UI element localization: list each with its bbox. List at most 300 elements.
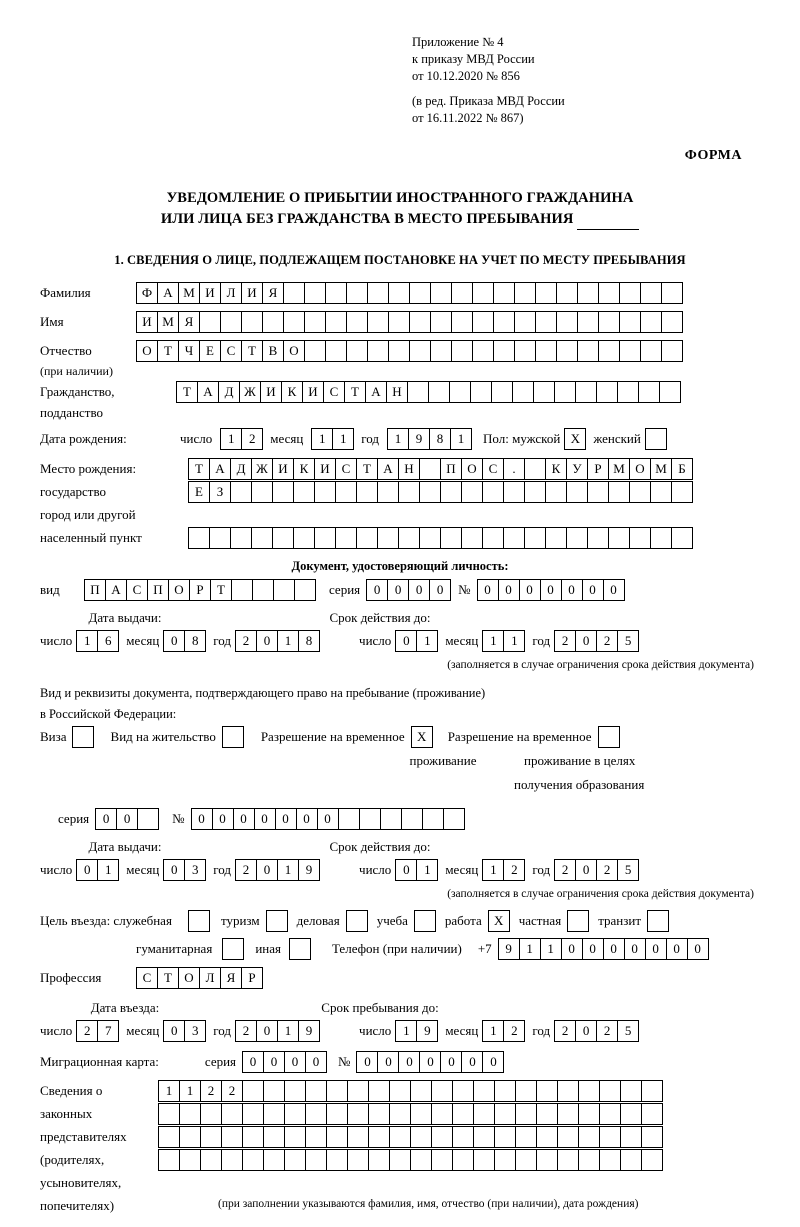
char-cell[interactable]: [449, 381, 471, 403]
char-cell[interactable]: [431, 1126, 453, 1148]
char-cell[interactable]: О: [168, 579, 190, 601]
char-cell[interactable]: [536, 1103, 558, 1125]
char-cell[interactable]: [409, 311, 431, 333]
char-cell[interactable]: .: [503, 458, 525, 480]
char-cell[interactable]: [283, 282, 305, 304]
char-cell[interactable]: 0: [366, 579, 388, 601]
char-cell[interactable]: [536, 1126, 558, 1148]
char-cell[interactable]: [430, 340, 452, 362]
char-cell[interactable]: [472, 311, 494, 333]
char-cell[interactable]: [620, 1126, 642, 1148]
field-doc-kind[interactable]: [84, 579, 315, 601]
char-cell[interactable]: М: [157, 311, 179, 333]
char-cell[interactable]: 0: [233, 808, 255, 830]
char-cell[interactable]: [326, 1149, 348, 1171]
char-cell[interactable]: [598, 311, 620, 333]
char-cell[interactable]: [389, 1080, 411, 1102]
char-cell[interactable]: [536, 1149, 558, 1171]
char-cell[interactable]: И: [272, 458, 294, 480]
char-cell[interactable]: [641, 1103, 663, 1125]
char-cell[interactable]: О: [136, 340, 158, 362]
checkbox-transit[interactable]: [647, 910, 668, 932]
char-cell[interactable]: 0: [387, 579, 409, 601]
char-cell[interactable]: 1: [503, 630, 525, 652]
char-cell[interactable]: [524, 481, 546, 503]
char-cell[interactable]: [179, 1149, 201, 1171]
char-cell[interactable]: [535, 311, 557, 333]
char-cell[interactable]: [619, 282, 641, 304]
char-cell[interactable]: 2: [235, 1020, 257, 1042]
char-cell[interactable]: [451, 340, 473, 362]
char-cell[interactable]: 0: [408, 579, 430, 601]
char-cell[interactable]: [398, 481, 420, 503]
checkbox-female[interactable]: [645, 428, 666, 450]
checkbox-private[interactable]: [567, 910, 588, 932]
char-cell[interactable]: [451, 282, 473, 304]
char-cell[interactable]: Л: [220, 282, 242, 304]
char-cell[interactable]: [620, 1149, 642, 1171]
char-cell[interactable]: [367, 340, 389, 362]
char-cell[interactable]: [262, 311, 284, 333]
char-cell[interactable]: П: [440, 458, 462, 480]
char-cell[interactable]: [179, 1126, 201, 1148]
char-cell[interactable]: [596, 381, 618, 403]
char-cell[interactable]: 5: [617, 630, 639, 652]
char-cell[interactable]: 2: [241, 428, 263, 450]
char-cell[interactable]: [293, 527, 315, 549]
char-cell[interactable]: [347, 1103, 369, 1125]
char-cell[interactable]: [294, 579, 316, 601]
char-cell[interactable]: 5: [617, 859, 639, 881]
char-cell[interactable]: [661, 340, 683, 362]
char-cell[interactable]: С: [323, 381, 345, 403]
char-cell[interactable]: 1: [311, 428, 333, 450]
char-cell[interactable]: [410, 1103, 432, 1125]
char-cell[interactable]: 0: [95, 808, 117, 830]
checkbox-edu-residence[interactable]: [598, 726, 619, 748]
char-cell[interactable]: Т: [176, 381, 198, 403]
char-cell[interactable]: [556, 340, 578, 362]
field-birth-settlement[interactable]: [188, 527, 692, 549]
char-cell[interactable]: [461, 481, 483, 503]
char-cell[interactable]: [272, 481, 294, 503]
char-cell[interactable]: [472, 282, 494, 304]
char-cell[interactable]: 9: [498, 938, 520, 960]
field-birth-state[interactable]: [188, 458, 692, 480]
field-citizenship[interactable]: [176, 381, 680, 403]
char-cell[interactable]: [305, 1126, 327, 1148]
char-cell[interactable]: 0: [561, 579, 583, 601]
char-cell[interactable]: [263, 1103, 285, 1125]
char-cell[interactable]: [377, 481, 399, 503]
char-cell[interactable]: 0: [498, 579, 520, 601]
field-legal-rep-2[interactable]: [158, 1103, 662, 1125]
char-cell[interactable]: [575, 381, 597, 403]
char-cell[interactable]: Д: [230, 458, 252, 480]
char-cell[interactable]: [515, 1080, 537, 1102]
char-cell[interactable]: 0: [212, 808, 234, 830]
char-cell[interactable]: [325, 340, 347, 362]
field-patronymic[interactable]: [136, 340, 682, 362]
char-cell[interactable]: [566, 481, 588, 503]
char-cell[interactable]: 0: [666, 938, 688, 960]
char-cell[interactable]: И: [260, 381, 282, 403]
char-cell[interactable]: [368, 1149, 390, 1171]
char-cell[interactable]: Ж: [239, 381, 261, 403]
char-cell[interactable]: [284, 1126, 306, 1148]
char-cell[interactable]: [263, 1126, 285, 1148]
field-stay-issue-month[interactable]: [163, 859, 205, 881]
char-cell[interactable]: 1: [76, 630, 98, 652]
char-cell[interactable]: [598, 282, 620, 304]
char-cell[interactable]: [641, 1126, 663, 1148]
char-cell[interactable]: [407, 381, 429, 403]
char-cell[interactable]: [577, 340, 599, 362]
char-cell[interactable]: [266, 910, 288, 932]
char-cell[interactable]: [557, 1126, 579, 1148]
char-cell[interactable]: Я: [262, 282, 284, 304]
char-cell[interactable]: 2: [554, 630, 576, 652]
char-cell[interactable]: [305, 1103, 327, 1125]
char-cell[interactable]: 1: [277, 630, 299, 652]
char-cell[interactable]: [608, 527, 630, 549]
char-cell[interactable]: [494, 1103, 516, 1125]
field-stay-valid-month[interactable]: [482, 859, 524, 881]
char-cell[interactable]: И: [314, 458, 336, 480]
char-cell[interactable]: Р: [587, 458, 609, 480]
char-cell[interactable]: [158, 1149, 180, 1171]
char-cell[interactable]: С: [335, 458, 357, 480]
char-cell[interactable]: Т: [241, 340, 263, 362]
char-cell[interactable]: 0: [624, 938, 646, 960]
field-valid-year[interactable]: [554, 630, 638, 652]
char-cell[interactable]: [629, 481, 651, 503]
char-cell[interactable]: [346, 282, 368, 304]
char-cell[interactable]: [440, 481, 462, 503]
char-cell[interactable]: 0: [429, 579, 451, 601]
char-cell[interactable]: 0: [575, 630, 597, 652]
char-cell[interactable]: 0: [242, 1051, 264, 1073]
char-cell[interactable]: А: [209, 458, 231, 480]
field-entry-year[interactable]: [235, 1020, 319, 1042]
char-cell[interactable]: [251, 527, 273, 549]
char-cell[interactable]: Т: [344, 381, 366, 403]
char-cell[interactable]: [598, 340, 620, 362]
char-cell[interactable]: X: [564, 428, 586, 450]
char-cell[interactable]: [158, 1103, 180, 1125]
char-cell[interactable]: [137, 808, 159, 830]
field-valid-month[interactable]: [482, 630, 524, 652]
char-cell[interactable]: [524, 527, 546, 549]
char-cell[interactable]: О: [283, 340, 305, 362]
field-name[interactable]: [136, 311, 682, 333]
field-stay-number[interactable]: [191, 808, 464, 830]
field-stay-issue-year[interactable]: [235, 859, 319, 881]
char-cell[interactable]: [209, 527, 231, 549]
char-cell[interactable]: [461, 527, 483, 549]
char-cell[interactable]: [158, 1126, 180, 1148]
char-cell[interactable]: [231, 579, 253, 601]
char-cell[interactable]: [577, 282, 599, 304]
char-cell[interactable]: 0: [477, 579, 499, 601]
field-entry-month[interactable]: [163, 1020, 205, 1042]
char-cell[interactable]: 1: [482, 859, 504, 881]
char-cell[interactable]: [263, 1149, 285, 1171]
char-cell[interactable]: [389, 1149, 411, 1171]
char-cell[interactable]: [325, 311, 347, 333]
char-cell[interactable]: [494, 1149, 516, 1171]
checkbox-male[interactable]: [564, 428, 585, 450]
char-cell[interactable]: А: [197, 381, 219, 403]
char-cell[interactable]: [410, 1149, 432, 1171]
char-cell[interactable]: 1: [387, 428, 409, 450]
char-cell[interactable]: Е: [199, 340, 221, 362]
char-cell[interactable]: [503, 527, 525, 549]
char-cell[interactable]: 2: [235, 630, 257, 652]
char-cell[interactable]: М: [178, 282, 200, 304]
char-cell[interactable]: 0: [317, 808, 339, 830]
char-cell[interactable]: [556, 282, 578, 304]
char-cell[interactable]: 0: [256, 1020, 278, 1042]
char-cell[interactable]: Р: [241, 967, 263, 989]
char-cell[interactable]: 0: [116, 808, 138, 830]
char-cell[interactable]: [524, 458, 546, 480]
char-cell[interactable]: А: [365, 381, 387, 403]
char-cell[interactable]: 0: [603, 579, 625, 601]
char-cell[interactable]: 1: [395, 1020, 417, 1042]
char-cell[interactable]: 0: [398, 1051, 420, 1073]
field-stay-valid-day[interactable]: [395, 859, 437, 881]
char-cell[interactable]: [494, 1126, 516, 1148]
char-cell[interactable]: 0: [76, 859, 98, 881]
char-cell[interactable]: [200, 1149, 222, 1171]
field-birth-month[interactable]: [311, 428, 353, 450]
char-cell[interactable]: [289, 938, 311, 960]
char-cell[interactable]: 1: [179, 1080, 201, 1102]
char-cell[interactable]: 5: [617, 1020, 639, 1042]
char-cell[interactable]: [272, 527, 294, 549]
char-cell[interactable]: А: [377, 458, 399, 480]
char-cell[interactable]: 0: [395, 859, 417, 881]
field-birth-city-1[interactable]: [188, 481, 692, 503]
char-cell[interactable]: [533, 381, 555, 403]
char-cell[interactable]: [230, 527, 252, 549]
char-cell[interactable]: 0: [519, 579, 541, 601]
char-cell[interactable]: [430, 282, 452, 304]
char-cell[interactable]: П: [84, 579, 106, 601]
char-cell[interactable]: [419, 458, 441, 480]
char-cell[interactable]: З: [209, 481, 231, 503]
char-cell[interactable]: [619, 311, 641, 333]
char-cell[interactable]: [638, 381, 660, 403]
char-cell[interactable]: [368, 1126, 390, 1148]
char-cell[interactable]: [512, 381, 534, 403]
char-cell[interactable]: [566, 527, 588, 549]
char-cell[interactable]: [359, 808, 381, 830]
char-cell[interactable]: 1: [277, 1020, 299, 1042]
char-cell[interactable]: 3: [184, 1020, 206, 1042]
char-cell[interactable]: [645, 428, 667, 450]
char-cell[interactable]: 0: [561, 938, 583, 960]
char-cell[interactable]: [640, 282, 662, 304]
char-cell[interactable]: [346, 311, 368, 333]
char-cell[interactable]: [338, 808, 360, 830]
char-cell[interactable]: 1: [277, 859, 299, 881]
field-issue-day[interactable]: [76, 630, 118, 652]
char-cell[interactable]: П: [147, 579, 169, 601]
char-cell[interactable]: [640, 311, 662, 333]
checkbox-humanitarian[interactable]: [222, 938, 243, 960]
char-cell[interactable]: [222, 938, 244, 960]
char-cell[interactable]: Я: [220, 967, 242, 989]
char-cell[interactable]: [554, 381, 576, 403]
char-cell[interactable]: [314, 481, 336, 503]
char-cell[interactable]: [325, 282, 347, 304]
char-cell[interactable]: [650, 527, 672, 549]
char-cell[interactable]: 1: [482, 630, 504, 652]
char-cell[interactable]: С: [136, 967, 158, 989]
char-cell[interactable]: 0: [645, 938, 667, 960]
char-cell[interactable]: [659, 381, 681, 403]
char-cell[interactable]: [503, 481, 525, 503]
char-cell[interactable]: 1: [332, 428, 354, 450]
char-cell[interactable]: 1: [158, 1080, 180, 1102]
char-cell[interactable]: [388, 340, 410, 362]
char-cell[interactable]: [629, 527, 651, 549]
char-cell[interactable]: [401, 808, 423, 830]
char-cell[interactable]: [252, 579, 274, 601]
char-cell[interactable]: 0: [191, 808, 213, 830]
char-cell[interactable]: 1: [97, 859, 119, 881]
checkbox-visa[interactable]: [72, 726, 93, 748]
char-cell[interactable]: 2: [200, 1080, 222, 1102]
char-cell[interactable]: [242, 1080, 264, 1102]
char-cell[interactable]: К: [293, 458, 315, 480]
char-cell[interactable]: [410, 1126, 432, 1148]
char-cell[interactable]: [335, 527, 357, 549]
char-cell[interactable]: [188, 910, 210, 932]
char-cell[interactable]: [473, 1080, 495, 1102]
char-cell[interactable]: 0: [284, 1051, 306, 1073]
char-cell[interactable]: [514, 282, 536, 304]
char-cell[interactable]: [452, 1080, 474, 1102]
field-doc-number[interactable]: [477, 579, 624, 601]
char-cell[interactable]: [473, 1103, 495, 1125]
char-cell[interactable]: [472, 340, 494, 362]
char-cell[interactable]: [514, 311, 536, 333]
char-cell[interactable]: [188, 527, 210, 549]
char-cell[interactable]: 1: [519, 938, 541, 960]
char-cell[interactable]: [452, 1126, 474, 1148]
char-cell[interactable]: [367, 282, 389, 304]
char-cell[interactable]: 2: [221, 1080, 243, 1102]
field-stay-until-year[interactable]: [554, 1020, 638, 1042]
char-cell[interactable]: [347, 1126, 369, 1148]
char-cell[interactable]: [304, 282, 326, 304]
char-cell[interactable]: [578, 1149, 600, 1171]
char-cell[interactable]: [222, 726, 244, 748]
char-cell[interactable]: 2: [76, 1020, 98, 1042]
char-cell[interactable]: У: [566, 458, 588, 480]
field-legal-rep-1[interactable]: [158, 1080, 662, 1102]
char-cell[interactable]: [451, 311, 473, 333]
char-cell[interactable]: 0: [482, 1051, 504, 1073]
char-cell[interactable]: [293, 481, 315, 503]
char-cell[interactable]: [199, 311, 221, 333]
char-cell[interactable]: О: [461, 458, 483, 480]
char-cell[interactable]: С: [220, 340, 242, 362]
char-cell[interactable]: 0: [419, 1051, 441, 1073]
char-cell[interactable]: 0: [575, 1020, 597, 1042]
char-cell[interactable]: [620, 1080, 642, 1102]
char-cell[interactable]: [536, 1080, 558, 1102]
char-cell[interactable]: [491, 381, 513, 403]
char-cell[interactable]: [251, 481, 273, 503]
char-cell[interactable]: [428, 381, 450, 403]
char-cell[interactable]: Б: [671, 458, 693, 480]
char-cell[interactable]: [535, 282, 557, 304]
char-cell[interactable]: М: [608, 458, 630, 480]
char-cell[interactable]: [620, 1103, 642, 1125]
field-mig-series[interactable]: [242, 1051, 326, 1073]
char-cell[interactable]: М: [650, 458, 672, 480]
char-cell[interactable]: [587, 527, 609, 549]
char-cell[interactable]: [430, 311, 452, 333]
char-cell[interactable]: [409, 282, 431, 304]
char-cell[interactable]: Н: [386, 381, 408, 403]
char-cell[interactable]: [567, 910, 589, 932]
char-cell[interactable]: [431, 1149, 453, 1171]
char-cell[interactable]: [367, 311, 389, 333]
char-cell[interactable]: 1: [540, 938, 562, 960]
char-cell[interactable]: [482, 481, 504, 503]
char-cell[interactable]: 0: [254, 808, 276, 830]
char-cell[interactable]: [515, 1103, 537, 1125]
char-cell[interactable]: [305, 1149, 327, 1171]
char-cell[interactable]: 0: [356, 1051, 378, 1073]
char-cell[interactable]: [617, 381, 639, 403]
char-cell[interactable]: И: [302, 381, 324, 403]
char-cell[interactable]: Е: [188, 481, 210, 503]
char-cell[interactable]: 9: [298, 859, 320, 881]
char-cell[interactable]: 0: [163, 1020, 185, 1042]
char-cell[interactable]: [557, 1149, 579, 1171]
char-cell[interactable]: 9: [416, 1020, 438, 1042]
char-cell[interactable]: Т: [356, 458, 378, 480]
char-cell[interactable]: 2: [596, 859, 618, 881]
char-cell[interactable]: [389, 1103, 411, 1125]
char-cell[interactable]: О: [178, 967, 200, 989]
char-cell[interactable]: [557, 1080, 579, 1102]
char-cell[interactable]: [284, 1103, 306, 1125]
char-cell[interactable]: [347, 1149, 369, 1171]
field-mig-number[interactable]: [356, 1051, 503, 1073]
char-cell[interactable]: 1: [450, 428, 472, 450]
field-legal-rep-3[interactable]: [158, 1126, 662, 1148]
char-cell[interactable]: [388, 282, 410, 304]
field-doc-series[interactable]: [366, 579, 450, 601]
char-cell[interactable]: [671, 527, 693, 549]
char-cell[interactable]: [640, 340, 662, 362]
char-cell[interactable]: Т: [188, 458, 210, 480]
char-cell[interactable]: И: [199, 282, 221, 304]
char-cell[interactable]: 2: [503, 859, 525, 881]
char-cell[interactable]: Л: [199, 967, 221, 989]
char-cell[interactable]: Д: [218, 381, 240, 403]
char-cell[interactable]: Ч: [178, 340, 200, 362]
field-stay-until-month[interactable]: [482, 1020, 524, 1042]
char-cell[interactable]: [304, 340, 326, 362]
